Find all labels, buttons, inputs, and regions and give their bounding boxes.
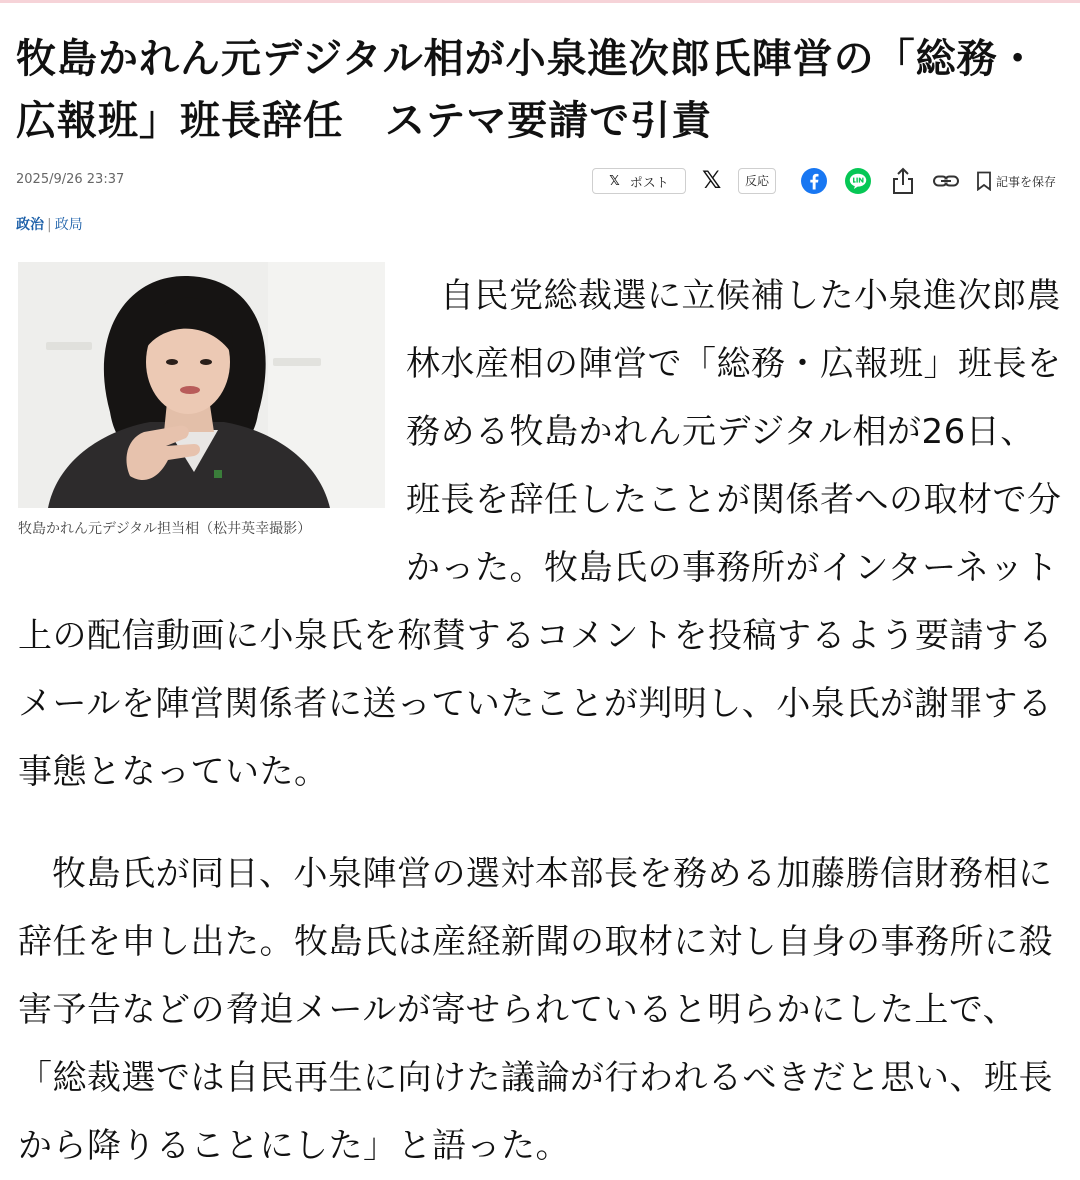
facebook-icon[interactable]	[800, 167, 828, 195]
reaction-button[interactable]: 反応	[738, 168, 776, 194]
save-article-button[interactable]	[976, 169, 1056, 193]
photo-caption: 牧島かれん元デジタル担当相（松井英幸撮影）	[18, 521, 312, 537]
article-paragraph-2: 牧島氏が同日、小泉陣営の選対本部長を務める加藤勝信財務相に辞任を申し出た。牧島氏は産経新聞の取材に対し自身の事務所に殺害予告などの脅迫メールが寄せられていると明らかにした上で、「総裁選では自民再生に向けた議論が行われるべきだと思い、班長から降りることにした」と語った。	[18, 854, 1053, 1166]
post-to-x-button[interactable]	[592, 168, 686, 194]
share-icon[interactable]	[890, 166, 916, 196]
copy-link-icon[interactable]	[932, 168, 960, 194]
x-reactions-icon[interactable]: 𝕏	[702, 166, 722, 194]
category-politics-link[interactable]: 政治	[16, 217, 44, 233]
save-article-label: 記事を保存	[996, 174, 1057, 189]
article-headline: 牧島かれん元デジタル相が小泉進次郎氏陣営の「総務・広報班」班長辞任 ステマ要請で引責	[16, 36, 1039, 144]
bookmark-icon	[976, 171, 992, 191]
article-paragraph-1: 自民党総裁選に立候補した小泉進次郎農林水産相の陣営で「総務・広報班」班長を務める牧島かれん元デジタル相が26日、班長を辞任したことが関係者への取材で分かった。牧島氏の事務所がインターネット上の配信動画に小泉氏を称賛するコメントを投稿するよう要請するメールを陣営関係者に送っていたことが判明し、小泉氏が謝罪する事態となっていた。	[18, 276, 1062, 792]
x-logo-icon: 𝕏	[609, 173, 620, 189]
category-breadcrumb	[16, 214, 83, 234]
category-separator: |	[47, 217, 52, 233]
article-meta-row	[16, 166, 1064, 198]
photo-float-spacer	[18, 262, 406, 602]
publish-date: 2025/9/26 23:37	[16, 172, 125, 187]
category-political-situation-link[interactable]: 政局	[54, 217, 83, 233]
article-body	[18, 262, 1062, 1180]
top-accent-line	[0, 0, 1080, 3]
line-app-icon[interactable]	[844, 167, 872, 195]
post-button-label: ポスト	[629, 175, 669, 191]
